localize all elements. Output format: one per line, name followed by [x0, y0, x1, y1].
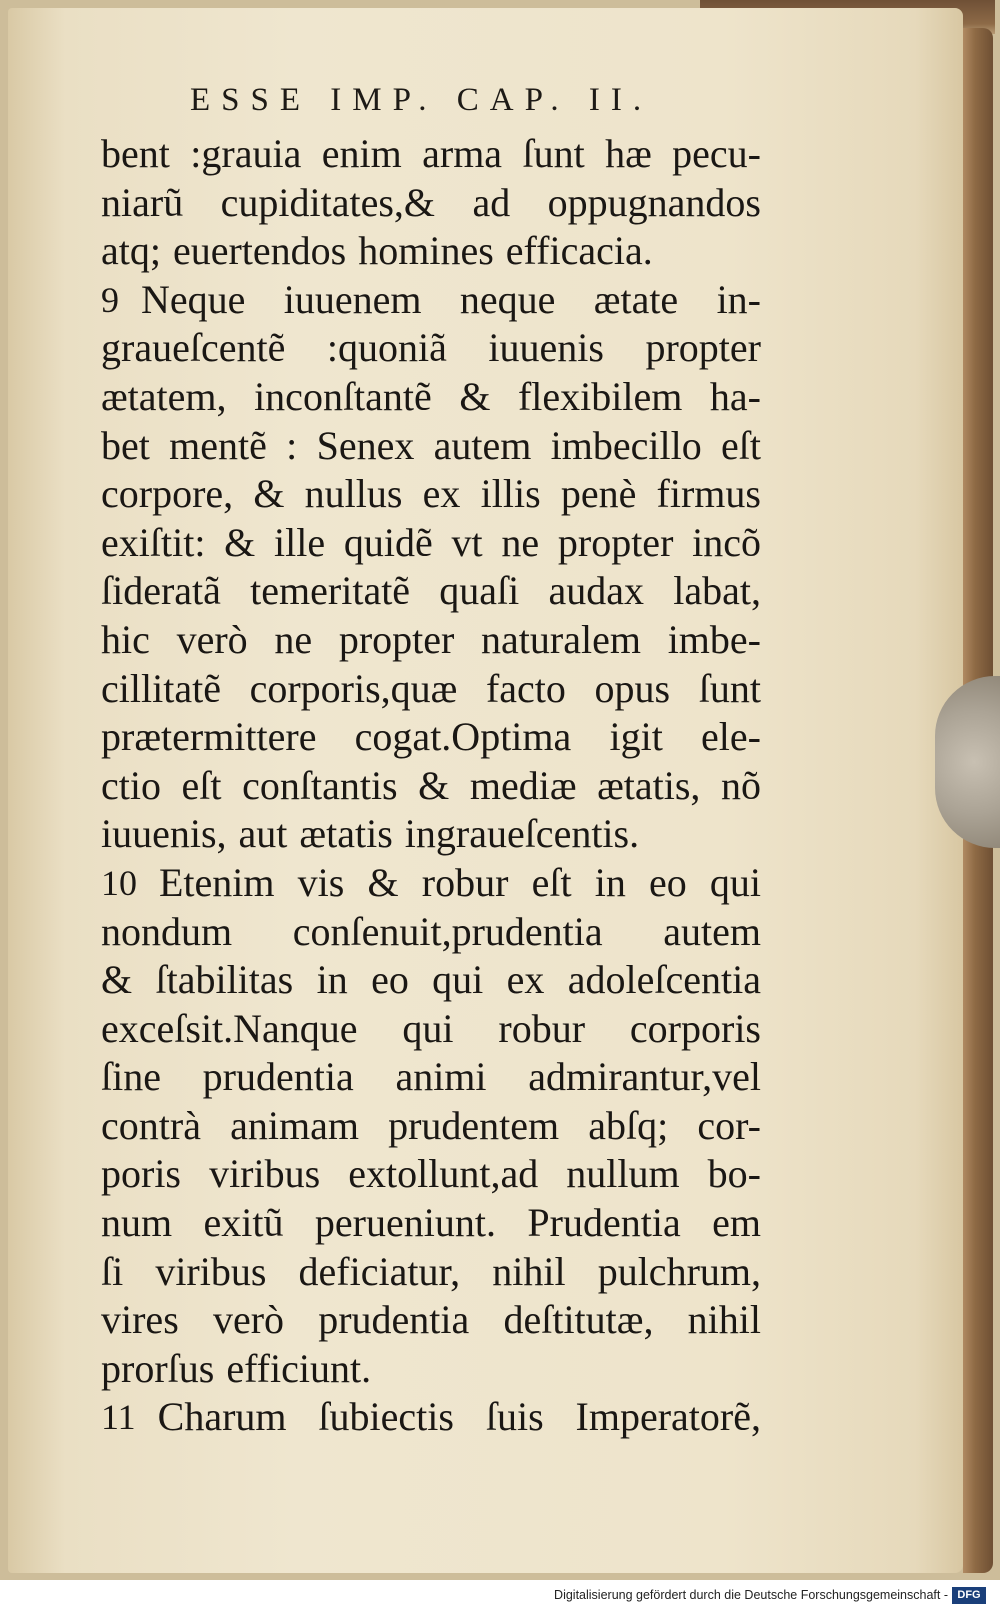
line-text: bet mentẽ : Senex autem imbecillo eſt: [101, 422, 761, 468]
line-text: ſideratã temeritatẽ quaſi audax labat,: [101, 568, 761, 614]
line-text: ætatem, inconſtantẽ & flexibilem ha-: [101, 373, 761, 419]
dfg-logo: DFG: [952, 1587, 986, 1604]
line-text: Neque iuuenem neque ætate in-: [141, 276, 761, 322]
text-line: [101, 324, 761, 373]
page-body-text: [101, 130, 761, 1442]
line-text: prorſus efficiunt.: [101, 1345, 372, 1391]
text-line: [101, 1150, 761, 1199]
text-line: [101, 1248, 761, 1297]
text-line: [101, 567, 761, 616]
page-clasp: [935, 676, 1000, 848]
line-text: prætermittere cogat.Optima igit ele-: [101, 714, 761, 760]
text-line: [101, 713, 761, 762]
line-text: exceſsit.Nanque qui robur corporis: [101, 1005, 761, 1051]
line-text: contrà animam prudentem abſq; cor-: [101, 1102, 761, 1148]
text-line: [101, 179, 761, 228]
text-line: [101, 373, 761, 422]
text-line: [101, 130, 761, 179]
text-line: [101, 1199, 761, 1248]
line-text: corpore, & nullus ex illis penè firmus: [101, 471, 761, 517]
text-line: [101, 956, 761, 1005]
line-text: nondum conſenuit,prudentia autem: [101, 908, 761, 954]
line-text: num exitũ perueniunt. Prudentia em: [101, 1200, 761, 1246]
text-line: [101, 810, 761, 859]
text-line: [101, 762, 761, 811]
line-text: graueſcentẽ :quoniã iuuenis propter: [101, 325, 761, 371]
text-line: [101, 1345, 761, 1394]
text-line: [101, 276, 761, 325]
line-text: ctio eſt conſtantis & mediæ ætatis, nõ: [101, 762, 761, 808]
text-line: [101, 859, 761, 908]
text-line: [101, 470, 761, 519]
text-line: [101, 616, 761, 665]
text-line: [101, 519, 761, 568]
text-line: [101, 1053, 761, 1102]
funding-credit: Digitalisierung gefördert durch die Deutsche Forschungsgemeinschaft -: [554, 1588, 948, 1602]
text-line: [101, 1393, 761, 1442]
line-text: cillitatẽ corporis,quæ facto opus ſunt: [101, 665, 761, 711]
line-text: Etenim vis & robur eſt in eo qui: [159, 859, 761, 905]
section-number: 10: [101, 862, 137, 903]
text-line: [101, 1005, 761, 1054]
line-text: exiſtit: & ille quidẽ vt ne propter incõ: [101, 519, 761, 565]
text-line: [101, 908, 761, 957]
line-text: atq; euertendos homines efficacia.: [101, 228, 653, 274]
section-number: 9: [101, 279, 119, 320]
line-text: ſine prudentia animi admirantur,vel: [101, 1054, 761, 1100]
line-text: bent :grauia enim arma ſunt hæ pecu-: [101, 131, 761, 176]
text-line: [101, 422, 761, 471]
line-text: poris viribus extollunt,ad nullum bo-: [101, 1151, 761, 1197]
running-header: ESSE IMP. CAP. II.: [190, 82, 653, 118]
text-line: [101, 1102, 761, 1151]
line-text: & ſtabilitas in eo qui ex adoleſcentia: [101, 957, 761, 1003]
text-line: [101, 665, 761, 714]
line-text: niarũ cupiditates,& ad oppugnandos: [101, 179, 761, 225]
text-line: [101, 227, 761, 276]
line-text: vires verò prudentia deſtitutæ, nihil: [101, 1297, 761, 1343]
text-line: [101, 1296, 761, 1345]
line-text: ſi viribus deficiatur, nihil pulchrum,: [101, 1248, 761, 1294]
section-number: 11: [101, 1397, 136, 1438]
line-text: Charum ſubiectis ſuis Imperatorẽ,: [157, 1394, 761, 1440]
line-text: iuuenis, aut ætatis ingraueſcentis.: [101, 811, 640, 857]
line-text: hic verò ne propter naturalem imbe-: [101, 616, 761, 662]
